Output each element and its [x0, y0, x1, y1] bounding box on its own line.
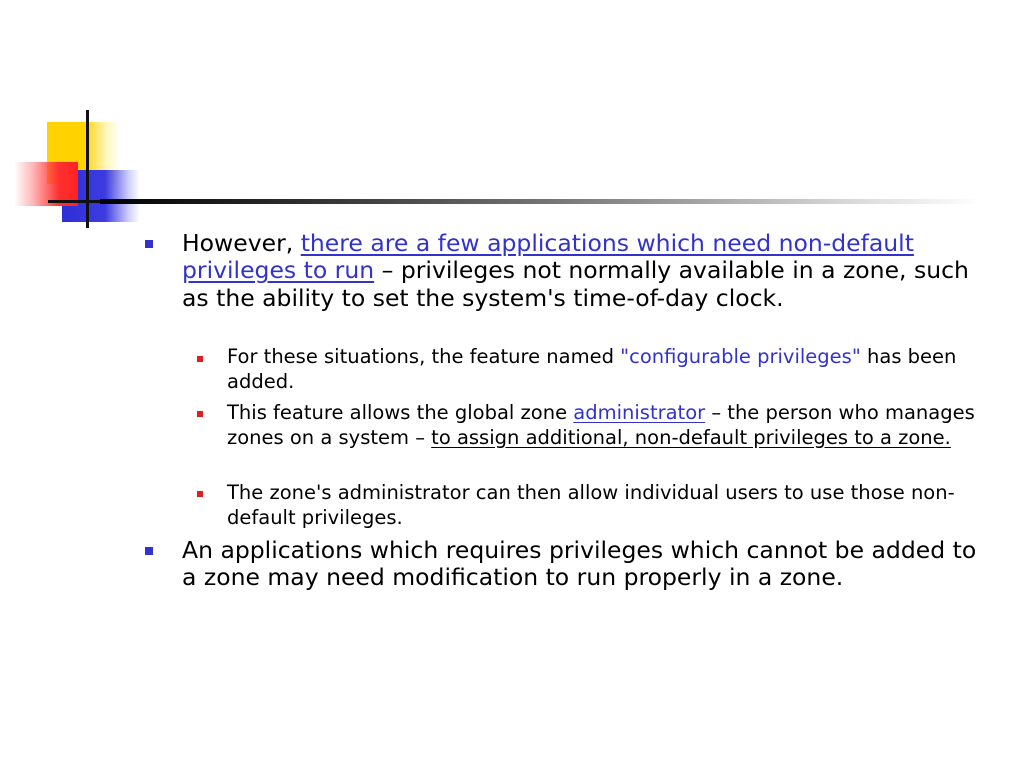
- bullet-marker: [145, 240, 153, 248]
- sub-bullet-item-1: [227, 345, 997, 394]
- sub-bullet-text: This feature allows the global zone: [227, 401, 574, 424]
- sub-bullet-item-2: [227, 401, 997, 450]
- bullet-text: An applications which requires privileges which cannot be added to a zone may need modification to run properly in a zone.: [182, 536, 977, 592]
- bullet-item-1: [182, 230, 994, 312]
- privileges-link[interactable]: there are a few applications which need non-default privileges to run: [182, 229, 914, 285]
- sub-bullet-marker: [197, 491, 203, 497]
- bullet-marker: [145, 547, 153, 555]
- horizontal-line: [48, 200, 108, 203]
- sub-bullet-text: For these situations, the feature named: [227, 345, 621, 368]
- administrator-link[interactable]: administrator: [573, 401, 706, 424]
- bullet-text: However,: [182, 229, 301, 257]
- sub-bullet-text: The zone's administrator can then allow individual users to use those non-default privileges.: [227, 481, 955, 529]
- slide-decoration-logo: [0, 0, 160, 240]
- sub-bullet-marker: [197, 411, 203, 417]
- title-divider-rule: [100, 199, 980, 204]
- sub-bullet-item-3: [227, 481, 997, 530]
- sub-bullet-text: – the person who manages zones on a system –: [227, 401, 975, 449]
- sub-bullet-marker: [197, 356, 203, 362]
- underlined-text: to assign additional, non-default privileges to a zone.: [431, 425, 951, 449]
- vertical-line: [86, 110, 89, 228]
- bullet-item-2: [182, 537, 994, 592]
- sub-bullet-text: has been added.: [227, 345, 957, 393]
- configurable-privileges-term: "configurable privileges": [620, 345, 861, 368]
- bullet-text: – privileges not normally available in a zone, such as the ability to set the system's time-of-day clock.: [182, 256, 969, 312]
